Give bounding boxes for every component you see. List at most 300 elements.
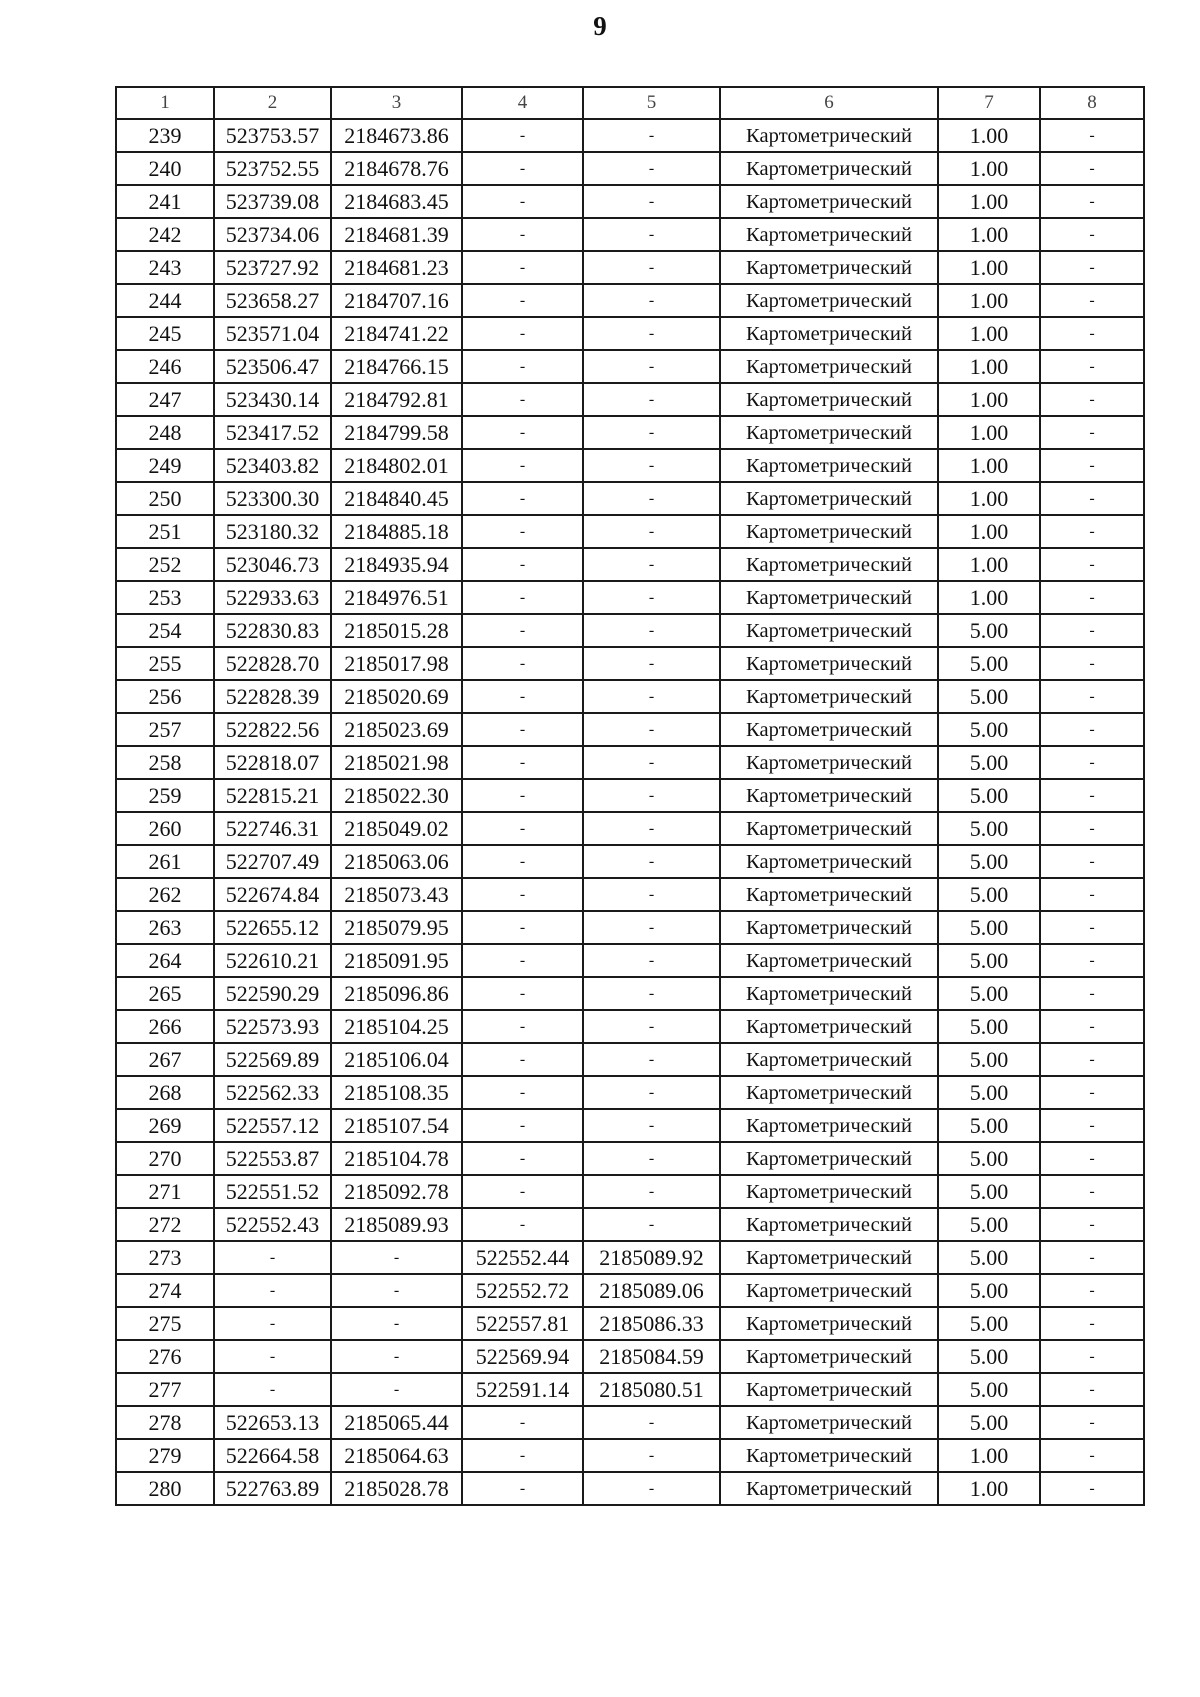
x-new-coordinate-cell: - (462, 284, 583, 317)
accuracy-cell: 1.00 (938, 1472, 1040, 1505)
note-cell: - (1040, 185, 1144, 218)
note-cell: - (1040, 1175, 1144, 1208)
table-row (116, 1307, 1144, 1340)
note-cell: - (1040, 251, 1144, 284)
accuracy-cell: 1.00 (938, 548, 1040, 581)
accuracy-cell: 5.00 (938, 1076, 1040, 1109)
table-row (116, 119, 1144, 152)
method-cell: Картометрический (720, 1076, 938, 1109)
point-number-cell: 241 (116, 185, 214, 218)
column-header: 3 (331, 87, 462, 119)
point-number-cell: 258 (116, 746, 214, 779)
x-coordinate-cell: 522830.83 (214, 614, 331, 647)
note-cell: - (1040, 878, 1144, 911)
point-number-cell: 244 (116, 284, 214, 317)
note-cell: - (1040, 1109, 1144, 1142)
method-cell: Картометрический (720, 185, 938, 218)
y-coordinate-cell: 2184799.58 (331, 416, 462, 449)
x-new-coordinate-cell: - (462, 119, 583, 152)
accuracy-cell: 5.00 (938, 746, 1040, 779)
y-new-coordinate-cell: - (583, 977, 720, 1010)
table-row (116, 1142, 1144, 1175)
x-coordinate-cell: 523752.55 (214, 152, 331, 185)
accuracy-cell: 5.00 (938, 812, 1040, 845)
x-new-coordinate-cell: - (462, 845, 583, 878)
point-number-cell: 260 (116, 812, 214, 845)
x-coordinate-cell: 522552.43 (214, 1208, 331, 1241)
header-row (116, 87, 1144, 119)
x-new-coordinate-cell: - (462, 317, 583, 350)
method-cell: Картометрический (720, 383, 938, 416)
accuracy-cell: 1.00 (938, 350, 1040, 383)
x-new-coordinate-cell: 522591.14 (462, 1373, 583, 1406)
x-new-coordinate-cell: - (462, 218, 583, 251)
method-cell: Картометрический (720, 1175, 938, 1208)
method-cell: Картометрический (720, 1406, 938, 1439)
accuracy-cell: 1.00 (938, 251, 1040, 284)
x-new-coordinate-cell: - (462, 1439, 583, 1472)
table-row (116, 1208, 1144, 1241)
y-coordinate-cell: 2185091.95 (331, 944, 462, 977)
x-new-coordinate-cell: - (462, 515, 583, 548)
coordinates-table (115, 86, 1145, 1506)
y-new-coordinate-cell: - (583, 482, 720, 515)
y-coordinate-cell: 2185064.63 (331, 1439, 462, 1472)
note-cell: - (1040, 317, 1144, 350)
accuracy-cell: 5.00 (938, 647, 1040, 680)
y-new-coordinate-cell: - (583, 1076, 720, 1109)
y-new-coordinate-cell: - (583, 119, 720, 152)
table-row (116, 152, 1144, 185)
point-number-cell: 250 (116, 482, 214, 515)
note-cell: - (1040, 1010, 1144, 1043)
y-new-coordinate-cell: - (583, 1175, 720, 1208)
table-row (116, 1076, 1144, 1109)
point-number-cell: 278 (116, 1406, 214, 1439)
x-new-coordinate-cell: - (462, 416, 583, 449)
y-coordinate-cell: - (331, 1340, 462, 1373)
y-coordinate-cell: 2184840.45 (331, 482, 462, 515)
table-row (116, 1274, 1144, 1307)
x-coordinate-cell: 522590.29 (214, 977, 331, 1010)
y-coordinate-cell: 2185020.69 (331, 680, 462, 713)
table-row (116, 1109, 1144, 1142)
method-cell: Картометрический (720, 647, 938, 680)
accuracy-cell: 1.00 (938, 284, 1040, 317)
y-coordinate-cell: 2185065.44 (331, 1406, 462, 1439)
note-cell: - (1040, 416, 1144, 449)
x-coordinate-cell: 522828.39 (214, 680, 331, 713)
y-new-coordinate-cell: - (583, 515, 720, 548)
x-new-coordinate-cell: - (462, 581, 583, 614)
y-coordinate-cell: - (331, 1373, 462, 1406)
page-number: 9 (593, 11, 607, 41)
method-cell: Картометрический (720, 152, 938, 185)
point-number-cell: 248 (116, 416, 214, 449)
x-coordinate-cell: 522822.56 (214, 713, 331, 746)
y-new-coordinate-cell: - (583, 218, 720, 251)
x-new-coordinate-cell: - (462, 812, 583, 845)
y-coordinate-cell: 2184802.01 (331, 449, 462, 482)
note-cell: - (1040, 515, 1144, 548)
point-number-cell: 239 (116, 119, 214, 152)
table-row (116, 746, 1144, 779)
point-number-cell: 252 (116, 548, 214, 581)
column-header: 1 (116, 87, 214, 119)
x-new-coordinate-cell: - (462, 1142, 583, 1175)
y-new-coordinate-cell: - (583, 383, 720, 416)
note-cell: - (1040, 680, 1144, 713)
note-cell: - (1040, 581, 1144, 614)
x-coordinate-cell: 523046.73 (214, 548, 331, 581)
x-coordinate-cell: 522674.84 (214, 878, 331, 911)
y-new-coordinate-cell: - (583, 812, 720, 845)
point-number-cell: 240 (116, 152, 214, 185)
x-new-coordinate-cell: - (462, 1076, 583, 1109)
method-cell: Картометрический (720, 614, 938, 647)
column-header: 7 (938, 87, 1040, 119)
table-row (116, 1043, 1144, 1076)
y-new-coordinate-cell: 2185084.59 (583, 1340, 720, 1373)
x-new-coordinate-cell: - (462, 251, 583, 284)
x-coordinate-cell: 523403.82 (214, 449, 331, 482)
x-coordinate-cell: 523739.08 (214, 185, 331, 218)
point-number-cell: 273 (116, 1241, 214, 1274)
note-cell: - (1040, 1076, 1144, 1109)
x-new-coordinate-cell: - (462, 911, 583, 944)
y-new-coordinate-cell: - (583, 152, 720, 185)
y-new-coordinate-cell: - (583, 350, 720, 383)
note-cell: - (1040, 449, 1144, 482)
note-cell: - (1040, 746, 1144, 779)
table-row (116, 449, 1144, 482)
table-row (116, 1175, 1144, 1208)
method-cell: Картометрический (720, 1241, 938, 1274)
y-coordinate-cell: 2184741.22 (331, 317, 462, 350)
method-cell: Картометрический (720, 911, 938, 944)
y-coordinate-cell: 2185092.78 (331, 1175, 462, 1208)
method-cell: Картометрический (720, 1142, 938, 1175)
x-coordinate-cell: 523506.47 (214, 350, 331, 383)
y-new-coordinate-cell: - (583, 416, 720, 449)
accuracy-cell: 1.00 (938, 383, 1040, 416)
x-new-coordinate-cell: - (462, 1472, 583, 1505)
y-coordinate-cell: - (331, 1274, 462, 1307)
y-new-coordinate-cell: - (583, 581, 720, 614)
y-coordinate-cell: 2184935.94 (331, 548, 462, 581)
note-cell: - (1040, 647, 1144, 680)
y-new-coordinate-cell: 2185080.51 (583, 1373, 720, 1406)
accuracy-cell: 5.00 (938, 1373, 1040, 1406)
y-new-coordinate-cell: - (583, 779, 720, 812)
point-number-cell: 270 (116, 1142, 214, 1175)
accuracy-cell: 5.00 (938, 680, 1040, 713)
y-new-coordinate-cell: - (583, 284, 720, 317)
accuracy-cell: 5.00 (938, 1274, 1040, 1307)
accuracy-cell: 5.00 (938, 977, 1040, 1010)
accuracy-cell: 1.00 (938, 416, 1040, 449)
x-coordinate-cell: 522573.93 (214, 1010, 331, 1043)
y-coordinate-cell: 2185028.78 (331, 1472, 462, 1505)
x-new-coordinate-cell: - (462, 647, 583, 680)
y-coordinate-cell: 2184885.18 (331, 515, 462, 548)
accuracy-cell: 5.00 (938, 944, 1040, 977)
point-number-cell: 255 (116, 647, 214, 680)
y-new-coordinate-cell: - (583, 449, 720, 482)
y-new-coordinate-cell: - (583, 713, 720, 746)
column-header: 5 (583, 87, 720, 119)
accuracy-cell: 1.00 (938, 449, 1040, 482)
note-cell: - (1040, 1439, 1144, 1472)
table-row (116, 317, 1144, 350)
y-new-coordinate-cell: - (583, 647, 720, 680)
note-cell: - (1040, 977, 1144, 1010)
accuracy-cell: 5.00 (938, 614, 1040, 647)
y-coordinate-cell: 2185107.54 (331, 1109, 462, 1142)
y-new-coordinate-cell: - (583, 548, 720, 581)
point-number-cell: 268 (116, 1076, 214, 1109)
point-number-cell: 261 (116, 845, 214, 878)
table-row (116, 878, 1144, 911)
y-new-coordinate-cell: 2185089.06 (583, 1274, 720, 1307)
note-cell: - (1040, 1043, 1144, 1076)
method-cell: Картометрический (720, 680, 938, 713)
y-new-coordinate-cell: - (583, 1010, 720, 1043)
x-coordinate-cell: - (214, 1340, 331, 1373)
point-number-cell: 277 (116, 1373, 214, 1406)
accuracy-cell: 1.00 (938, 1439, 1040, 1472)
note-cell: - (1040, 350, 1144, 383)
y-new-coordinate-cell: - (583, 911, 720, 944)
table-row (116, 284, 1144, 317)
method-cell: Картометрический (720, 1010, 938, 1043)
y-new-coordinate-cell: - (583, 251, 720, 284)
note-cell: - (1040, 218, 1144, 251)
x-new-coordinate-cell: 522552.44 (462, 1241, 583, 1274)
method-cell: Картометрический (720, 218, 938, 251)
x-coordinate-cell: 523734.06 (214, 218, 331, 251)
method-cell: Картометрический (720, 350, 938, 383)
x-new-coordinate-cell: - (462, 1010, 583, 1043)
y-new-coordinate-cell: 2185086.33 (583, 1307, 720, 1340)
y-new-coordinate-cell: - (583, 1208, 720, 1241)
note-cell: - (1040, 284, 1144, 317)
table-row (116, 845, 1144, 878)
table-row (116, 614, 1144, 647)
x-new-coordinate-cell: - (462, 680, 583, 713)
point-number-cell: 259 (116, 779, 214, 812)
y-coordinate-cell: 2185096.86 (331, 977, 462, 1010)
x-new-coordinate-cell: - (462, 350, 583, 383)
point-number-cell: 246 (116, 350, 214, 383)
y-new-coordinate-cell: - (583, 746, 720, 779)
point-number-cell: 243 (116, 251, 214, 284)
table-row (116, 1241, 1144, 1274)
accuracy-cell: 5.00 (938, 1241, 1040, 1274)
x-coordinate-cell: 522815.21 (214, 779, 331, 812)
x-coordinate-cell: - (214, 1373, 331, 1406)
table-row (116, 1010, 1144, 1043)
y-coordinate-cell: 2185104.25 (331, 1010, 462, 1043)
column-header: 8 (1040, 87, 1144, 119)
y-coordinate-cell: 2184792.81 (331, 383, 462, 416)
x-new-coordinate-cell: - (462, 977, 583, 1010)
y-coordinate-cell: 2184678.76 (331, 152, 462, 185)
point-number-cell: 256 (116, 680, 214, 713)
y-new-coordinate-cell: 2185089.92 (583, 1241, 720, 1274)
x-coordinate-cell: 522562.33 (214, 1076, 331, 1109)
y-new-coordinate-cell: - (583, 1109, 720, 1142)
note-cell: - (1040, 482, 1144, 515)
accuracy-cell: 1.00 (938, 581, 1040, 614)
x-new-coordinate-cell: - (462, 383, 583, 416)
table-row (116, 1373, 1144, 1406)
y-coordinate-cell: 2185023.69 (331, 713, 462, 746)
method-cell: Картометрический (720, 416, 938, 449)
y-coordinate-cell: 2184707.16 (331, 284, 462, 317)
method-cell: Картометрический (720, 1274, 938, 1307)
method-cell: Картометрический (720, 119, 938, 152)
table-row (116, 482, 1144, 515)
y-coordinate-cell: 2185073.43 (331, 878, 462, 911)
method-cell: Картометрический (720, 1472, 938, 1505)
x-coordinate-cell: - (214, 1307, 331, 1340)
x-new-coordinate-cell: - (462, 185, 583, 218)
table-row (116, 1472, 1144, 1505)
accuracy-cell: 5.00 (938, 779, 1040, 812)
accuracy-cell: 1.00 (938, 152, 1040, 185)
table-row (116, 1439, 1144, 1472)
point-number-cell: 245 (116, 317, 214, 350)
y-new-coordinate-cell: - (583, 1472, 720, 1505)
x-new-coordinate-cell: - (462, 1406, 583, 1439)
note-cell: - (1040, 152, 1144, 185)
table-row (116, 713, 1144, 746)
column-header: 4 (462, 87, 583, 119)
y-coordinate-cell: 2184673.86 (331, 119, 462, 152)
column-header: 2 (214, 87, 331, 119)
point-number-cell: 266 (116, 1010, 214, 1043)
table-row (116, 1340, 1144, 1373)
x-new-coordinate-cell: - (462, 548, 583, 581)
table-row (116, 515, 1144, 548)
accuracy-cell: 5.00 (938, 1043, 1040, 1076)
y-coordinate-cell: 2184681.39 (331, 218, 462, 251)
method-cell: Картометрический (720, 1307, 938, 1340)
point-number-cell: 267 (116, 1043, 214, 1076)
note-cell: - (1040, 1241, 1144, 1274)
table-row (116, 944, 1144, 977)
point-number-cell: 265 (116, 977, 214, 1010)
x-new-coordinate-cell: - (462, 1043, 583, 1076)
x-coordinate-cell: 523727.92 (214, 251, 331, 284)
table-row (116, 1406, 1144, 1439)
x-coordinate-cell: 522763.89 (214, 1472, 331, 1505)
x-coordinate-cell: 522746.31 (214, 812, 331, 845)
x-coordinate-cell: 523300.30 (214, 482, 331, 515)
x-coordinate-cell: - (214, 1274, 331, 1307)
y-coordinate-cell: 2185106.04 (331, 1043, 462, 1076)
y-coordinate-cell: - (331, 1307, 462, 1340)
note-cell: - (1040, 1406, 1144, 1439)
point-number-cell: 280 (116, 1472, 214, 1505)
y-coordinate-cell: 2185104.78 (331, 1142, 462, 1175)
x-coordinate-cell: 522828.70 (214, 647, 331, 680)
accuracy-cell: 1.00 (938, 185, 1040, 218)
y-coordinate-cell: - (331, 1241, 462, 1274)
x-new-coordinate-cell: - (462, 482, 583, 515)
point-number-cell: 276 (116, 1340, 214, 1373)
y-coordinate-cell: 2184976.51 (331, 581, 462, 614)
table-row (116, 911, 1144, 944)
note-cell: - (1040, 911, 1144, 944)
x-coordinate-cell: 522933.63 (214, 581, 331, 614)
method-cell: Картометрический (720, 515, 938, 548)
method-cell: Картометрический (720, 1439, 938, 1472)
accuracy-cell: 5.00 (938, 1340, 1040, 1373)
method-cell: Картометрический (720, 317, 938, 350)
y-new-coordinate-cell: - (583, 185, 720, 218)
x-coordinate-cell: 522557.12 (214, 1109, 331, 1142)
note-cell: - (1040, 812, 1144, 845)
x-new-coordinate-cell: - (462, 1208, 583, 1241)
accuracy-cell: 5.00 (938, 1307, 1040, 1340)
accuracy-cell: 5.00 (938, 1175, 1040, 1208)
method-cell: Картометрический (720, 845, 938, 878)
point-number-cell: 272 (116, 1208, 214, 1241)
x-new-coordinate-cell: - (462, 746, 583, 779)
x-new-coordinate-cell: - (462, 713, 583, 746)
table-row (116, 977, 1144, 1010)
y-new-coordinate-cell: - (583, 1043, 720, 1076)
table-row (116, 350, 1144, 383)
table-row (116, 218, 1144, 251)
point-number-cell: 253 (116, 581, 214, 614)
y-new-coordinate-cell: - (583, 1439, 720, 1472)
method-cell: Картометрический (720, 1208, 938, 1241)
method-cell: Картометрический (720, 878, 938, 911)
note-cell: - (1040, 1274, 1144, 1307)
point-number-cell: 271 (116, 1175, 214, 1208)
point-number-cell: 247 (116, 383, 214, 416)
method-cell: Картометрический (720, 1043, 938, 1076)
point-number-cell: 264 (116, 944, 214, 977)
x-new-coordinate-cell: - (462, 152, 583, 185)
table-row (116, 581, 1144, 614)
note-cell: - (1040, 548, 1144, 581)
method-cell: Картометрический (720, 251, 938, 284)
x-coordinate-cell: 523180.32 (214, 515, 331, 548)
x-coordinate-cell: 523430.14 (214, 383, 331, 416)
accuracy-cell: 5.00 (938, 713, 1040, 746)
table-row (116, 185, 1144, 218)
x-new-coordinate-cell: 522552.72 (462, 1274, 583, 1307)
accuracy-cell: 1.00 (938, 218, 1040, 251)
x-new-coordinate-cell: - (462, 614, 583, 647)
x-coordinate-cell: 523571.04 (214, 317, 331, 350)
point-number-cell: 257 (116, 713, 214, 746)
y-new-coordinate-cell: - (583, 878, 720, 911)
accuracy-cell: 5.00 (938, 1142, 1040, 1175)
y-coordinate-cell: 2185022.30 (331, 779, 462, 812)
point-number-cell: 251 (116, 515, 214, 548)
method-cell: Картометрический (720, 1340, 938, 1373)
column-header: 6 (720, 87, 938, 119)
y-new-coordinate-cell: - (583, 614, 720, 647)
accuracy-cell: 5.00 (938, 1010, 1040, 1043)
note-cell: - (1040, 1373, 1144, 1406)
note-cell: - (1040, 1307, 1144, 1340)
